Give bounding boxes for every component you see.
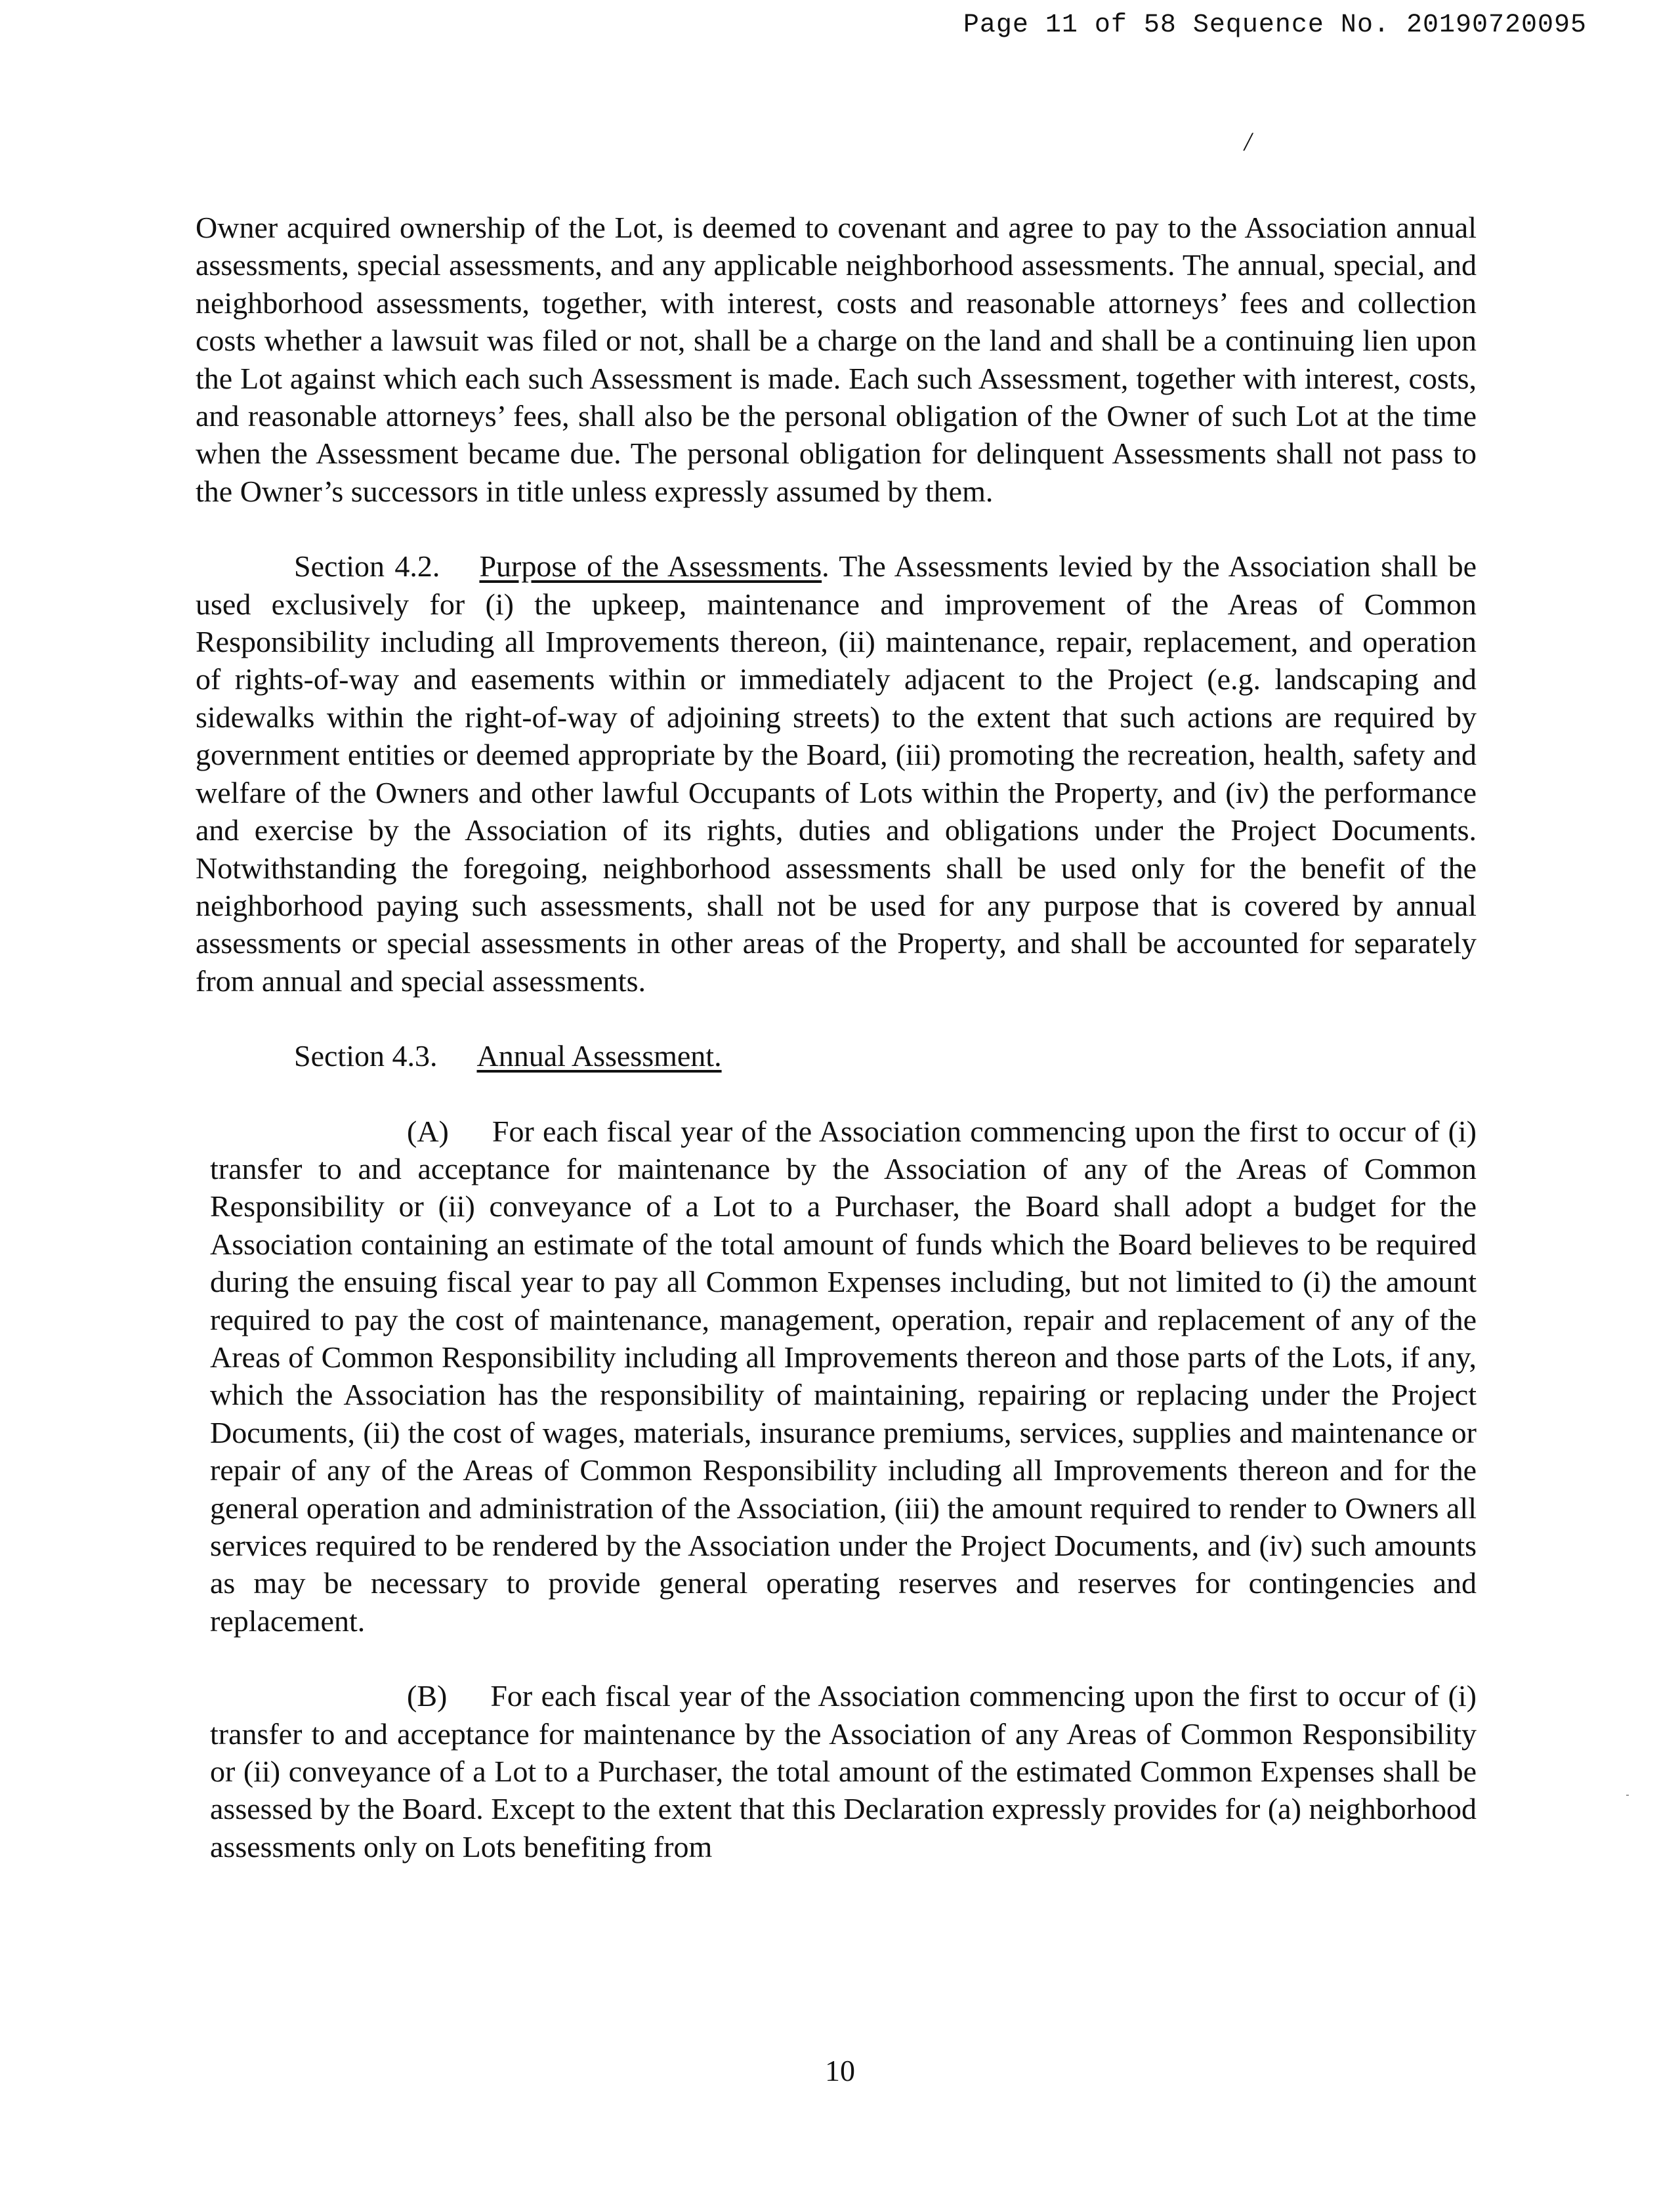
subsection-b-paragraph [196, 1677, 1477, 1865]
subsection-b-label: (B) [407, 1679, 448, 1713]
subsection-b-body: For each fiscal year of the Association commencing upon the first to occur of (i) transfer to and acceptance for maintenance by the Association of any Areas of Common Responsibility or (ii) conveyance of a Lot to a Purchaser, the total amount of the estimated Common Expenses shall be assessed by the Board. Except to the extent that this Declaration expressly provides for (a) neighborhood assessments only on Lots benefiting from [210, 1679, 1477, 1864]
page-sequence-stamp: Page 11 of 58 Sequence No. 20190720095 [963, 11, 1587, 40]
document-body [196, 209, 1477, 1865]
page-number: 10 [825, 2054, 855, 2087]
section-4-3-title: Annual Assessment. [476, 1039, 722, 1073]
subsection-a-body: For each fiscal year of the Association commencing upon the first to occur of (i) transfer to and acceptance for maintenance by the Association of any of the Areas of Common Responsibility or (ii) conveyance of a Lot to a Purchaser, the Board shall adopt a budget for the Association containing an estimate of the total amount of funds which the Board believes to be required during the ensuing fiscal year to pay all Common Expenses including, but not limited to (i) the amount required to pay the cost of maintenance, management, operation, repair and replacement of any of the Areas of Common Responsibility including all Improvements thereon and those parts of the Lots, if any, which the Association has the responsibility of maintaining, repairing or replacing under the Project Documents, (ii) the cost of wages, materials, insurance premiums, services, supplies and maintenance or repair of any of the Areas of Common Responsibility including all Improvements thereon and for the general operation and administration of the Association, (iii) the amount required to render to Owners all services required to be rendered by the Association under the Project Documents, and (iv) such amounts as may be necessary to provide general operating reserves and reserves for contingencies and replacement. [210, 1114, 1477, 1638]
section-4-2-label: Section 4.2. [294, 549, 440, 584]
section-4-2-paragraph [196, 547, 1477, 1000]
section-4-3-heading [196, 1037, 1477, 1075]
section-4-3-label: Section 4.3. [294, 1039, 438, 1073]
margin-mark: / [1244, 127, 1252, 156]
scan-speck [1626, 1795, 1629, 1796]
subsection-a-label: (A) [407, 1114, 449, 1148]
paragraph-owner-covenant: Owner acquired ownership of the Lot, is deemed to covenant and agree to pay to the Association annual assessments, special assessments, and any applicable neighborhood assessments. The annual, special, and neighborhood assessments, together, with interest, costs and reasonable attorneys’ fees and collection costs whether a lawsuit was filed or not, shall be a charge on the land and shall be a continuing lien upon the Lot against which each such Assessment is made. Each such Assessment, together with interest, costs, and reasonable attorneys’ fees, shall also be the personal obligation of the Owner of such Lot at the time when the Assessment became due. The personal obligation for delinquent Assessments shall not pass to the Owner’s successors in title unless expressly assumed by them. [196, 211, 1477, 508]
section-4-2-title: Purpose of the Assessments [479, 549, 822, 584]
subsection-a-paragraph [196, 1113, 1477, 1640]
section-4-2-body: . The Assessments levied by the Association shall be used exclusively for (i) the upkeep, maintenance and improvement of the Areas of Common Responsibility including all Improvements thereon, (ii) maintenance, repair, replacement, and operation of rights-of-way and easements within or immediately adjacent to the Project (e.g. landscaping and sidewalks within the right-of-way of adjoining streets) to the extent that such actions are required by government entities or deemed appropriate by the Board, (iii) promoting the recreation, health, safety and welfare of the Owners and other lawful Occupants of Lots within the Property, and (iv) the performance and exercise by the Association of its rights, duties and obligations under the Project Documents. Notwithstanding the foregoing, neighborhood assessments shall be used only for the benefit of the neighborhood paying such assessments, shall not be used for any purpose that is covered by annual assessments or special assessments in other areas of the Property, and shall be accounted for separately from annual and special assessments. [196, 549, 1477, 998]
